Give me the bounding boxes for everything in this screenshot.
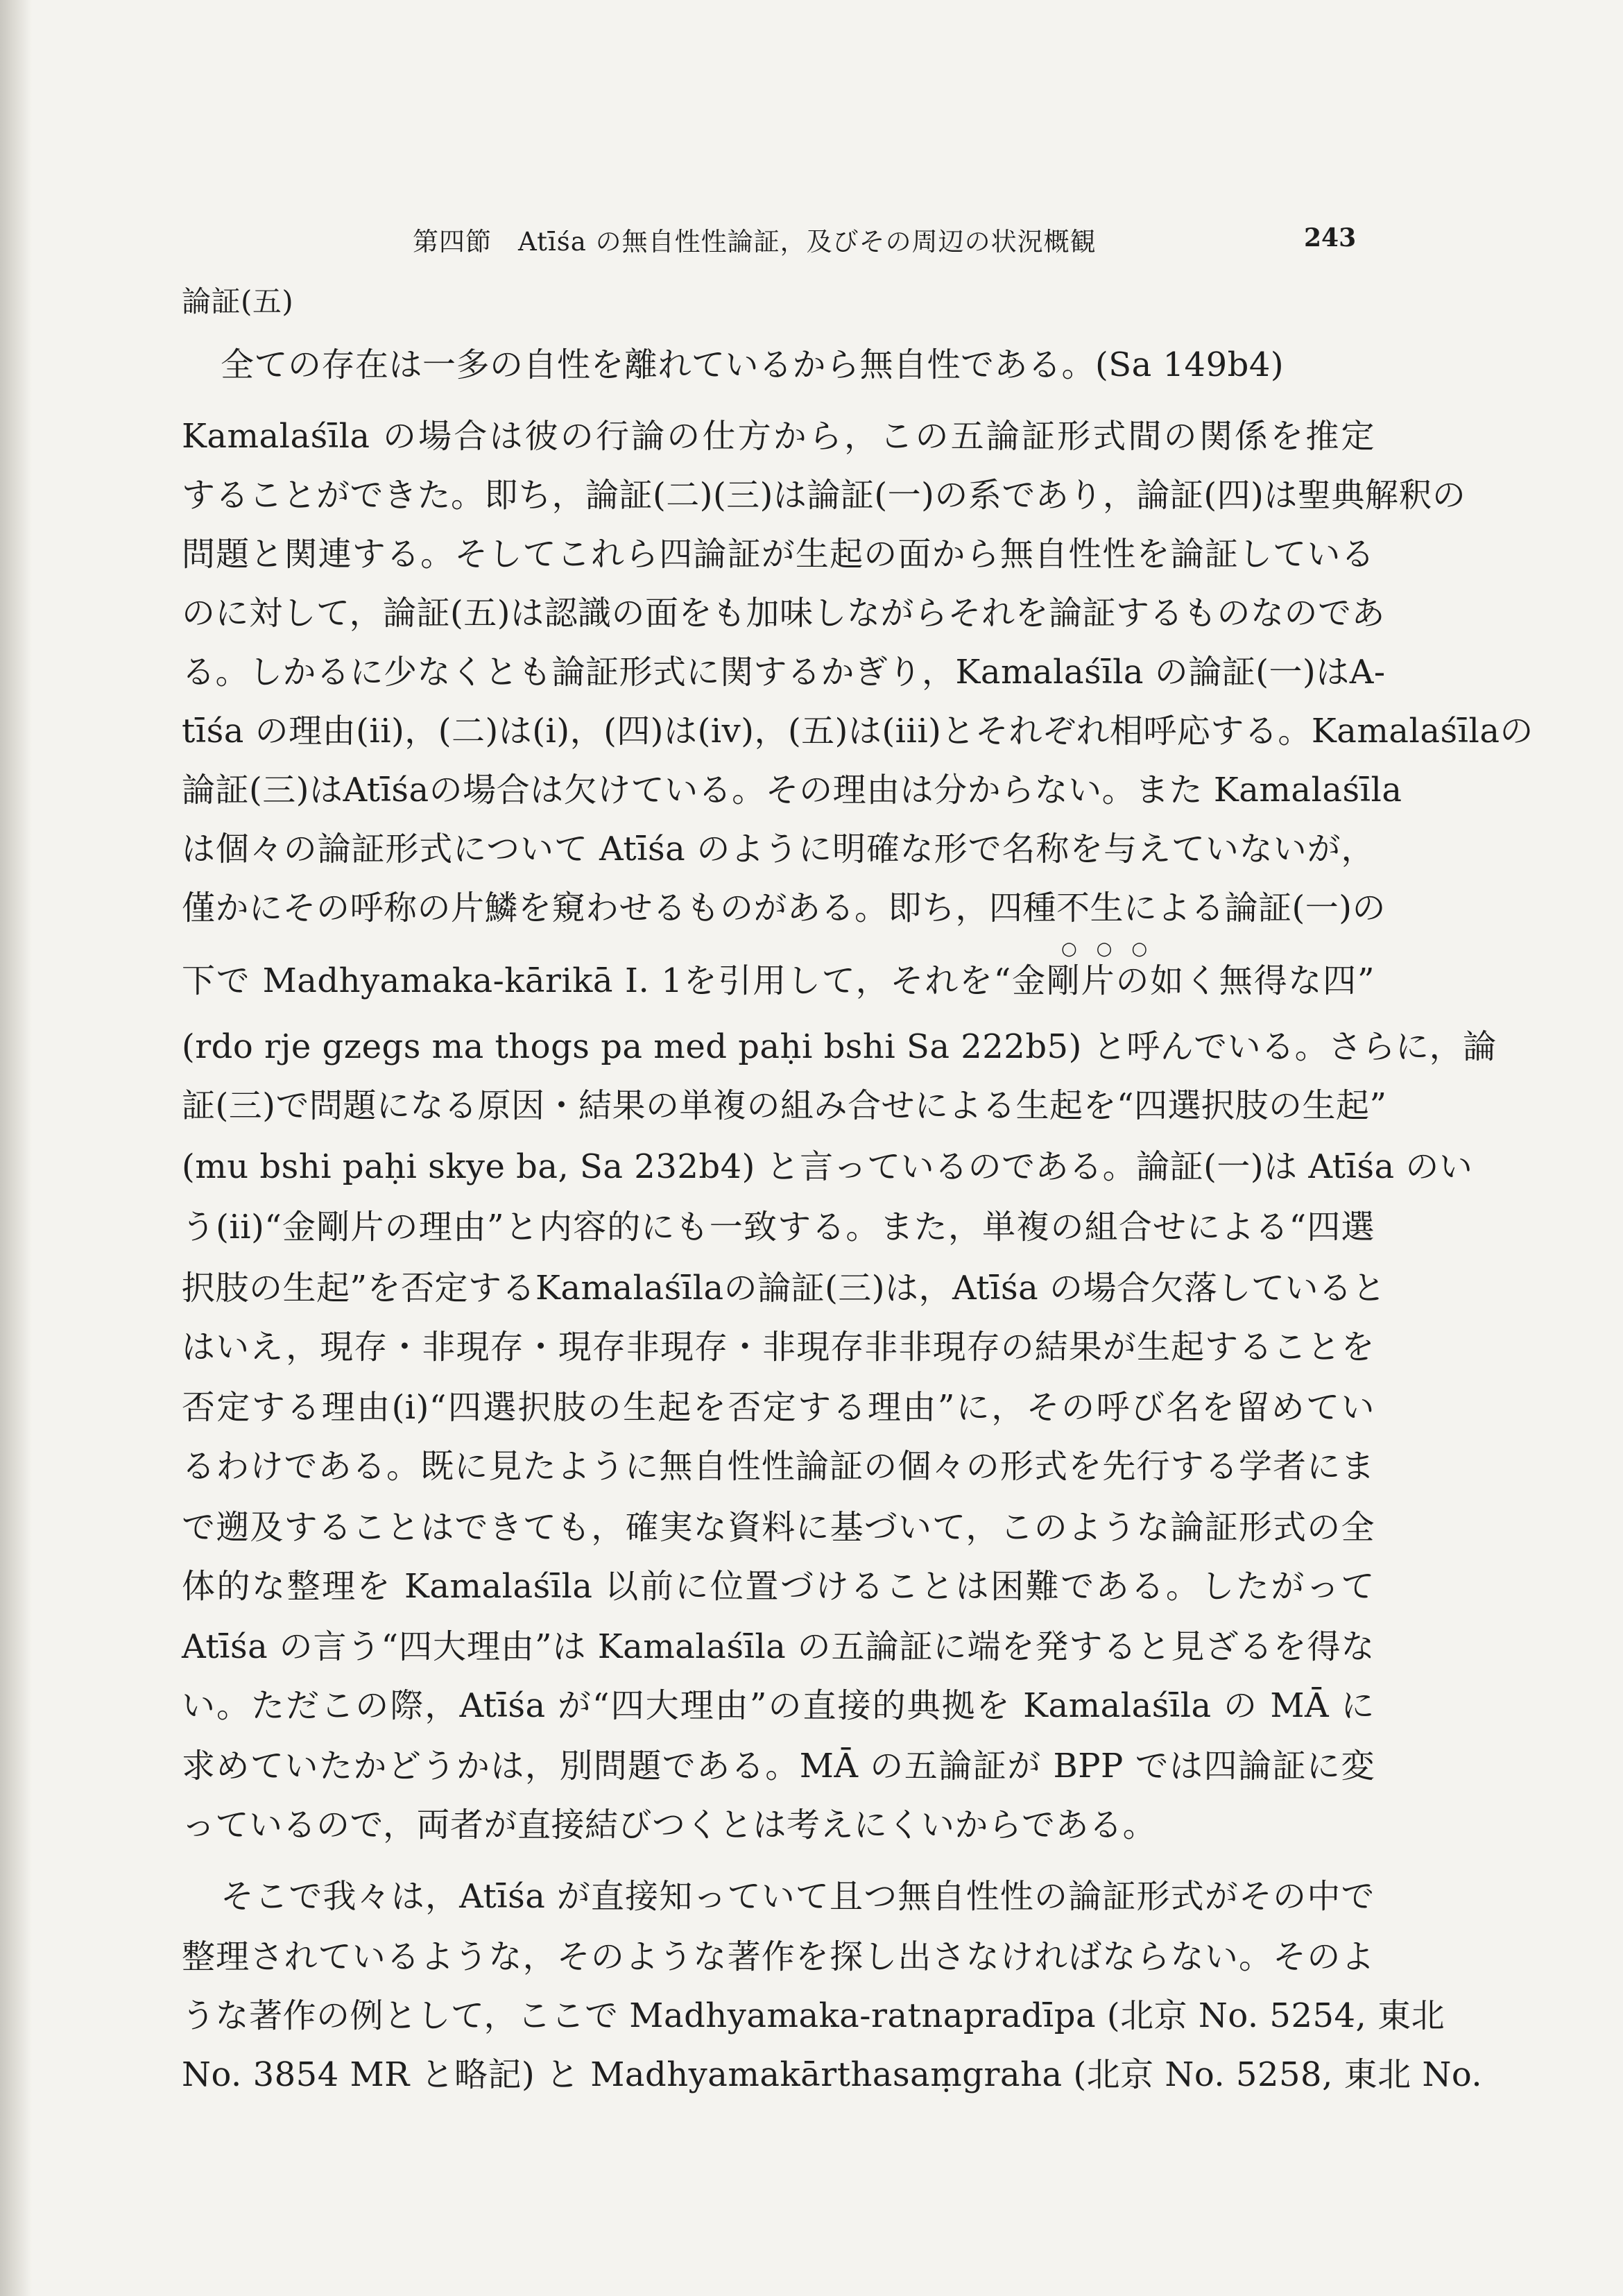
text-line: はいえ，現存・非現存・現存非現存・非現存非非現存の結果が生起することを xyxy=(182,1328,1375,1367)
text-line: っているので，両者が直接結びつくとは考えにくいからである。 xyxy=(182,1806,1157,1844)
text-line: 求めていたかどうかは，別問題である。MĀ の五論証が BPP では四論証に変 xyxy=(182,1747,1375,1785)
text-line: 体的な整理を Kamalaśīla 以前に位置づけることは困難である。したがって xyxy=(182,1567,1375,1606)
text-line: 否定する理由(i)“四選択肢の生起を否定する理由”に，その呼び名を留めてい xyxy=(182,1388,1375,1427)
text-line: Atīśa の言う“四大理由”は Kamalaśīla の五論証に端を発すると見ざるを得な xyxy=(182,1627,1375,1666)
text-line: 証(三)で問題になる原因・結果の単複の組み合せによる生起を“四選択肢の生起” xyxy=(182,1086,1387,1125)
page-number: 243 xyxy=(1304,223,1357,252)
text-line: 択肢の生起”を否定するKamalaśīlaの論証(三)は，Atīśa の場合欠落していると xyxy=(182,1269,1386,1308)
running-head: 第四節 Atīśa の無自性性論証，及びその周辺の状況概観 xyxy=(413,227,1097,257)
text-line: い。ただこの際，Atīśa が“四大理由”の直接的典拠を Kamalaśīla の MĀ に xyxy=(182,1686,1375,1725)
text-line: るわけである。既に見たように無自性性論証の個々の形式を先行する学者にま xyxy=(182,1447,1375,1486)
text-line: で遡及することはできても，確実な資料に基づいて，このような論証形式の全 xyxy=(182,1508,1375,1547)
text-line: る。しかるに少なくとも論証形式に関するかぎり，Kamalaśīla の論証(一)はA- xyxy=(182,653,1386,692)
text-line: 整理されているような，そのような著作を探し出さなければならない。そのよ xyxy=(182,1937,1375,1976)
text-line: (mu bshi paḥi skye ba, Sa 232b4) と言っているのである。論証(一)は Atīśa のい xyxy=(182,1147,1473,1186)
section-heading: 論証(五) xyxy=(182,284,294,318)
text-line: のに対して，論証(五)は認識の面をも加味しながらそれを論証するものなのであ xyxy=(182,594,1385,633)
text-line: 問題と関連する。そしてこれら四論証が生起の面から無自性性を論証している xyxy=(182,535,1375,574)
emphasis-marks: ○○○ xyxy=(1061,939,1167,959)
text-line: 論証(三)はAtīśaの場合は欠けている。その理由は分からない。また Kamalaśīla xyxy=(182,771,1402,809)
text-line: 僅かにその呼称の片鱗を窺わせるものがある。即ち，四種不生による論証(一)の xyxy=(182,889,1386,927)
text-line: Kamalaśīla の場合は彼の行論の仕方から，この五論証形式間の関係を推定 xyxy=(182,417,1375,456)
text-line: No. 3854 MR と略記) と Madhyamakārthasaṃgraha (北京 No. 5258, 東北 No. xyxy=(182,2055,1483,2094)
text-line: うな著作の例として，ここで Madhyamaka-ratnapradīpa (北京 No. 5254, 東北 xyxy=(182,1996,1445,2035)
text-line: 下で Madhyamaka-kārikā I. 1を引用して，それを“金剛片の如く無得な四” xyxy=(182,961,1375,1000)
text-line: は個々の論証形式について Atīśa のように明確な形で名称を与えていないが， xyxy=(182,830,1375,868)
text-line: tīśa の理由(ii)，(二)は(i)，(四)は(iv)，(五)は(iii)とそれぞれ相呼応する。Kamalaśīlaの xyxy=(182,712,1534,751)
text-line: (rdo rje gzegs ma thogs pa med paḥi bshi Sa 222b5) と呼んでいる。さらに，論 xyxy=(182,1027,1497,1066)
text-line: う(ii)“金剛片の理由”と内容的にも一致する。また，単複の組合せによる“四選 xyxy=(182,1208,1375,1246)
text-line: することができた。即ち，論証(二)(三)は論証(一)の系であり，論証(四)は聖典解釈の xyxy=(182,476,1466,515)
text-line: 全ての存在は一多の自性を離れているから無自性である。(Sa 149b4) xyxy=(221,345,1285,384)
text-line: そこで我々は，Atīśa が直接知っていて且つ無自性性の論証形式がその中で xyxy=(221,1877,1375,1916)
